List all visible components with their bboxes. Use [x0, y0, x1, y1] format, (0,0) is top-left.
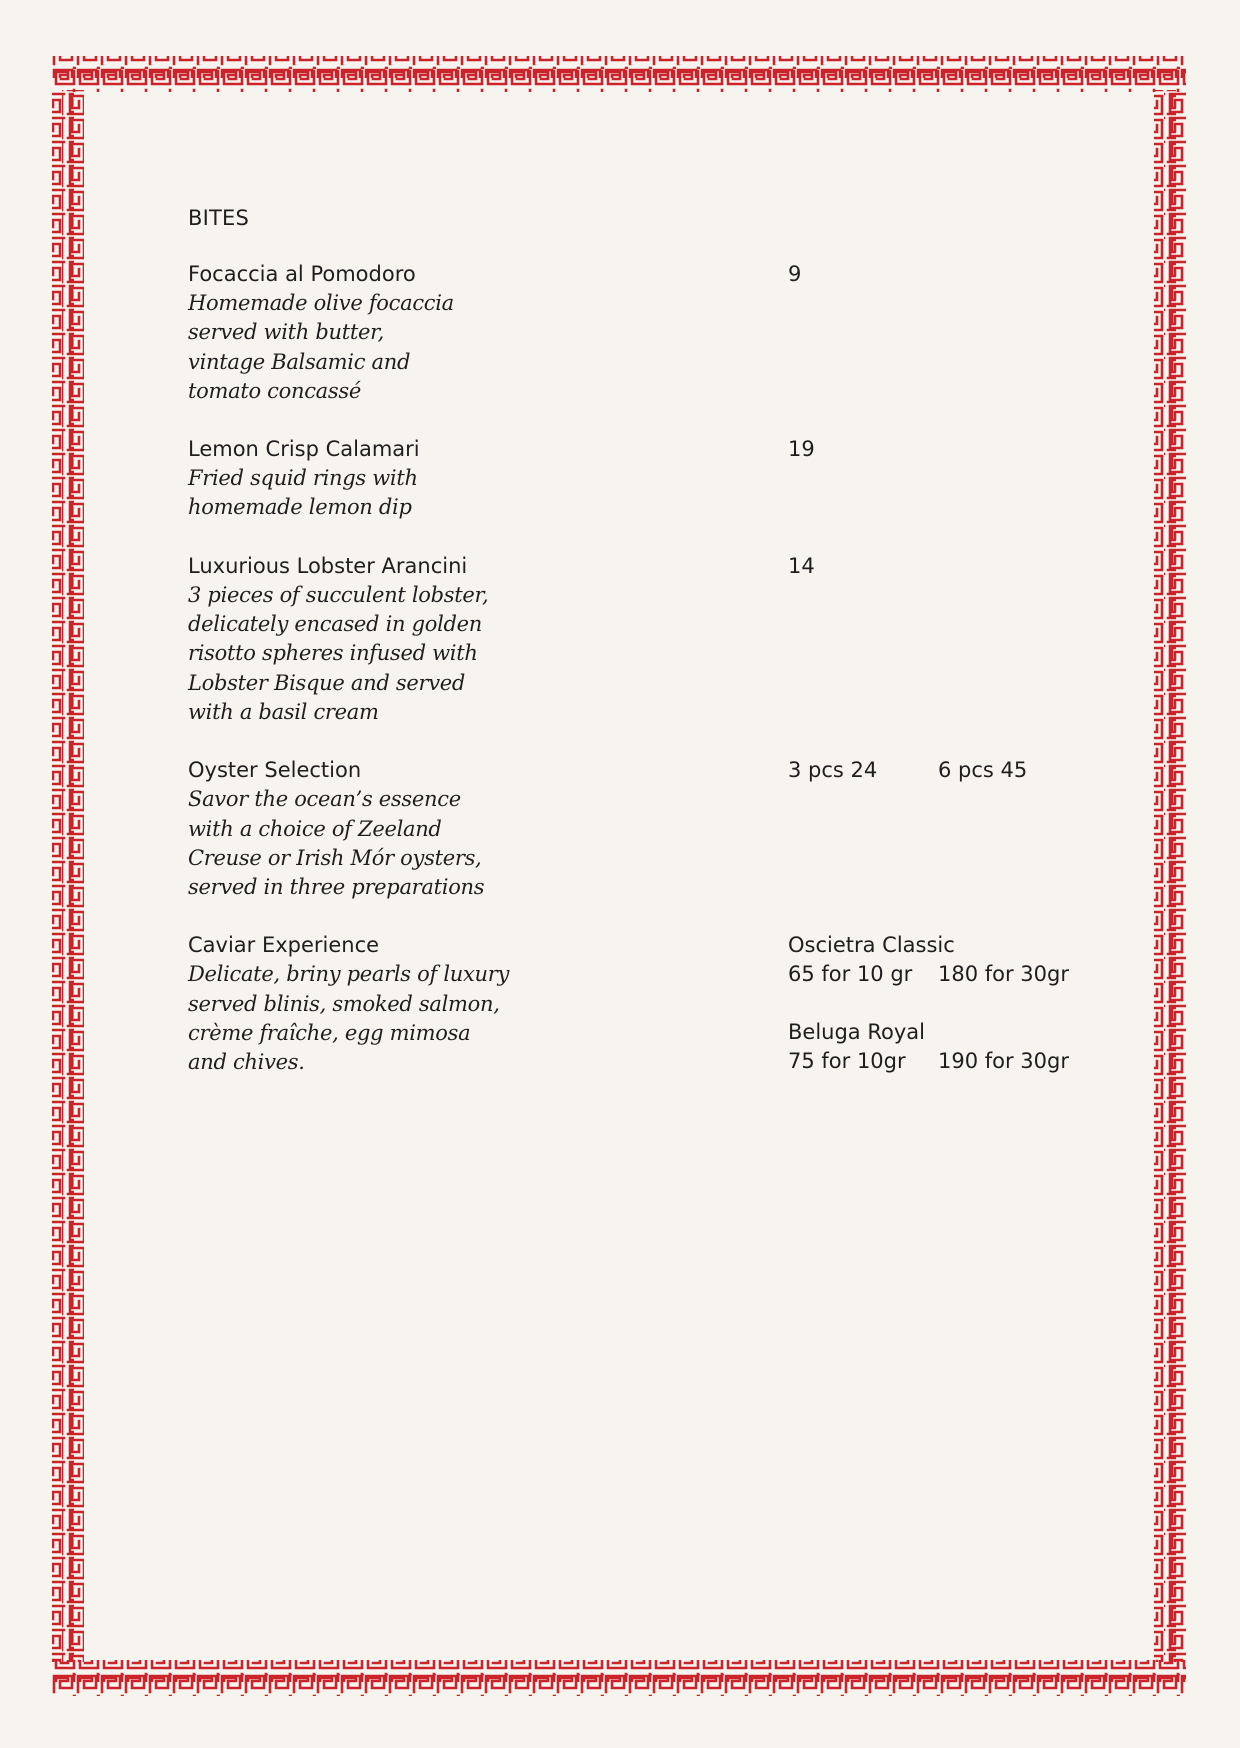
item-description-line: tomato concassé — [188, 378, 361, 403]
item-name: Focaccia al Pomodoro — [188, 262, 416, 286]
item-name: Lemon Crisp Calamari — [188, 437, 420, 462]
item-name: Oyster Selection — [188, 758, 362, 783]
border-bottom-row-2 — [52, 1674, 1186, 1696]
item-price-option: 6 pcs 45 — [938, 758, 1028, 783]
menu-item-oyster — [188, 756, 1088, 902]
item-description-line: served in three preparations — [188, 875, 485, 900]
item-description-line: Savor the ocean’s essence — [188, 787, 461, 812]
menu-item-focaccia — [188, 260, 1088, 406]
item-description-line: crème fraîche, egg mimosa — [188, 1021, 471, 1046]
item-price: 19 — [788, 437, 815, 462]
item-description-line: Fried squid rings with — [188, 466, 418, 491]
item-price-option: 75 for 10gr — [788, 1049, 906, 1074]
caviar-variant-label: Beluga Royal — [788, 1020, 925, 1045]
item-description-line: Homemade olive focaccia — [188, 291, 454, 315]
item-description-line: Creuse or Irish Mór oysters, — [188, 845, 482, 870]
item-price-option: 190 for 30gr — [938, 1049, 1069, 1074]
item-description-line: delicately encased in golden — [188, 612, 482, 637]
item-description-line: homemade lemon dip — [188, 495, 412, 520]
item-description-line: Lobster Bisque and served — [188, 670, 466, 695]
item-name: Luxurious Lobster Arancini — [188, 553, 468, 578]
item-description-line: vintage Balsamic and — [188, 349, 411, 374]
item-name: Caviar Experience — [188, 933, 380, 958]
item-description-line: with a basil cream — [188, 699, 379, 724]
border-right-col-2 — [1164, 90, 1186, 1662]
menu-item-calamari — [188, 435, 1088, 523]
menu-page — [188, 204, 1088, 1107]
item-description-line: served with butter, — [188, 320, 384, 345]
item-description-line: and chives. — [188, 1050, 305, 1075]
item-price-option: 65 for 10 gr — [788, 962, 913, 987]
item-price-option: 180 for 30gr — [938, 962, 1069, 987]
border-top-row-2 — [52, 70, 1186, 92]
caviar-variant-label: Oscietra Classic — [788, 933, 955, 958]
item-description-line: served blinis, smoked salmon, — [188, 991, 500, 1016]
item-description-line: 3 pieces of succulent lobster, — [188, 582, 489, 607]
border-left-col-2 — [62, 90, 84, 1662]
item-description-line: with a choice of Zeeland — [188, 816, 442, 841]
item-price: 14 — [788, 553, 815, 578]
menu-item-arancini — [188, 552, 1088, 727]
menu-item-caviar — [188, 931, 1088, 1077]
item-price-option: 3 pcs 24 — [788, 758, 878, 783]
item-price: 9 — [788, 262, 802, 286]
item-description-line: risotto spheres infused with — [188, 641, 478, 666]
section-title: BITES — [188, 206, 250, 230]
item-description-line: Delicate, briny pearls of luxury — [188, 962, 510, 987]
